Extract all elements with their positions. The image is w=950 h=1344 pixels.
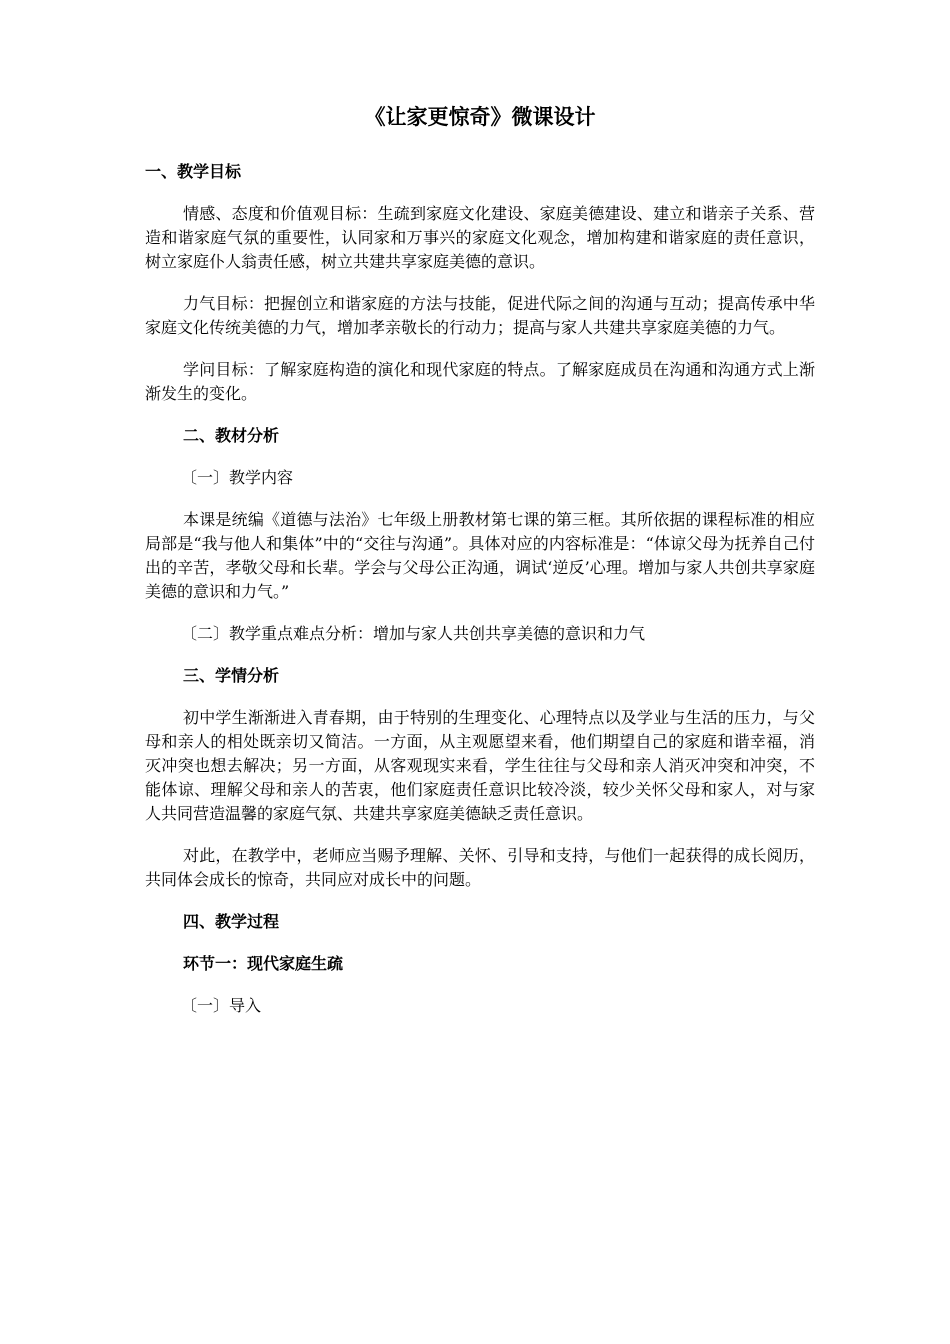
section-heading-goals: 一、教学目标	[145, 162, 242, 181]
subheading-teaching-content: 〔一〕教学内容	[181, 468, 294, 487]
paragraph-ability-goal: 力气目标：把握创立和谐家庭的方法与技能，促进代际之间的沟通与互动；提高传承中华家庭文化传统美德的力气，增加孝亲敬长的行动力；提高与家人共建共享家庭美德的力气。	[145, 294, 815, 337]
document-page	[145, 100, 815, 1036]
section-heading-textbook: 二、教材分析	[183, 426, 280, 445]
paragraph-knowledge-goal: 学问目标：了解家庭构造的演化和现代家庭的特点。了解家庭成员在沟通和沟通方式上渐渐发生的变化。	[145, 360, 815, 403]
document-title: 《让家更惊奇》微课设计	[364, 105, 596, 129]
paragraph-emotion-goal: 情感、态度和价值观目标：生疏到家庭文化建设、家庭美德建设、建立和谐亲子关系、营造和谐家庭气氛的重要性，认同家和万事兴的家庭文化观念，增加构建和谐家庭的责任意识，树立家庭仆人翁责任感，树立共建共享家庭美德的意识。	[145, 204, 815, 271]
section-heading-students: 三、学情分析	[183, 666, 280, 685]
subheading-introduction: 〔一〕导入	[181, 996, 262, 1015]
subheading-stage-one: 环节一：现代家庭生疏	[183, 954, 344, 973]
paragraph-student-analysis: 初中学生渐渐进入青春期，由于特别的生理变化、心理特点以及学业与生活的压力，与父母和亲人的相处既亲切又简洁。一方面，从主观愿望来看，他们期望自己的家庭和谐幸福，消灭冲突也想去解决；另一方面，从客观现实来看，学生往往与父母和亲人消灭冲突和冲突，不能体谅、理解父母和亲人的苦衷，他们家庭责任意识比较冷淡，较少关怀父母和家人，对与家人共同营造温馨的家庭气氛、共建共享家庭美德缺乏责任意识。	[145, 708, 815, 823]
paragraph-teaching-content: 本课是统编《道德与法治》七年级上册教材第七课的第三框。其所依据的课程标准的相应局部是“我与他人和集体”中的“交往与沟通”。具体对应的内容标准是：“体谅父母为抚养自己付出的辛苦，孝敬父母和长辈。学会与父母公正沟通，调试‘逆反’心理。增加与家人共创共享家庭美德的意识和力气。”	[145, 510, 815, 601]
paragraph-teacher-response: 对此，在教学中，老师应当赐予理解、关怀、引导和支持，与他们一起获得的成长阅历，共同体会成长的惊奇，共同应对成长中的问题。	[145, 846, 815, 889]
subheading-key-points: 〔二〕教学重点难点分析：增加与家人共创共享美德的意识和力气	[181, 624, 646, 643]
section-heading-process: 四、教学过程	[183, 912, 280, 931]
